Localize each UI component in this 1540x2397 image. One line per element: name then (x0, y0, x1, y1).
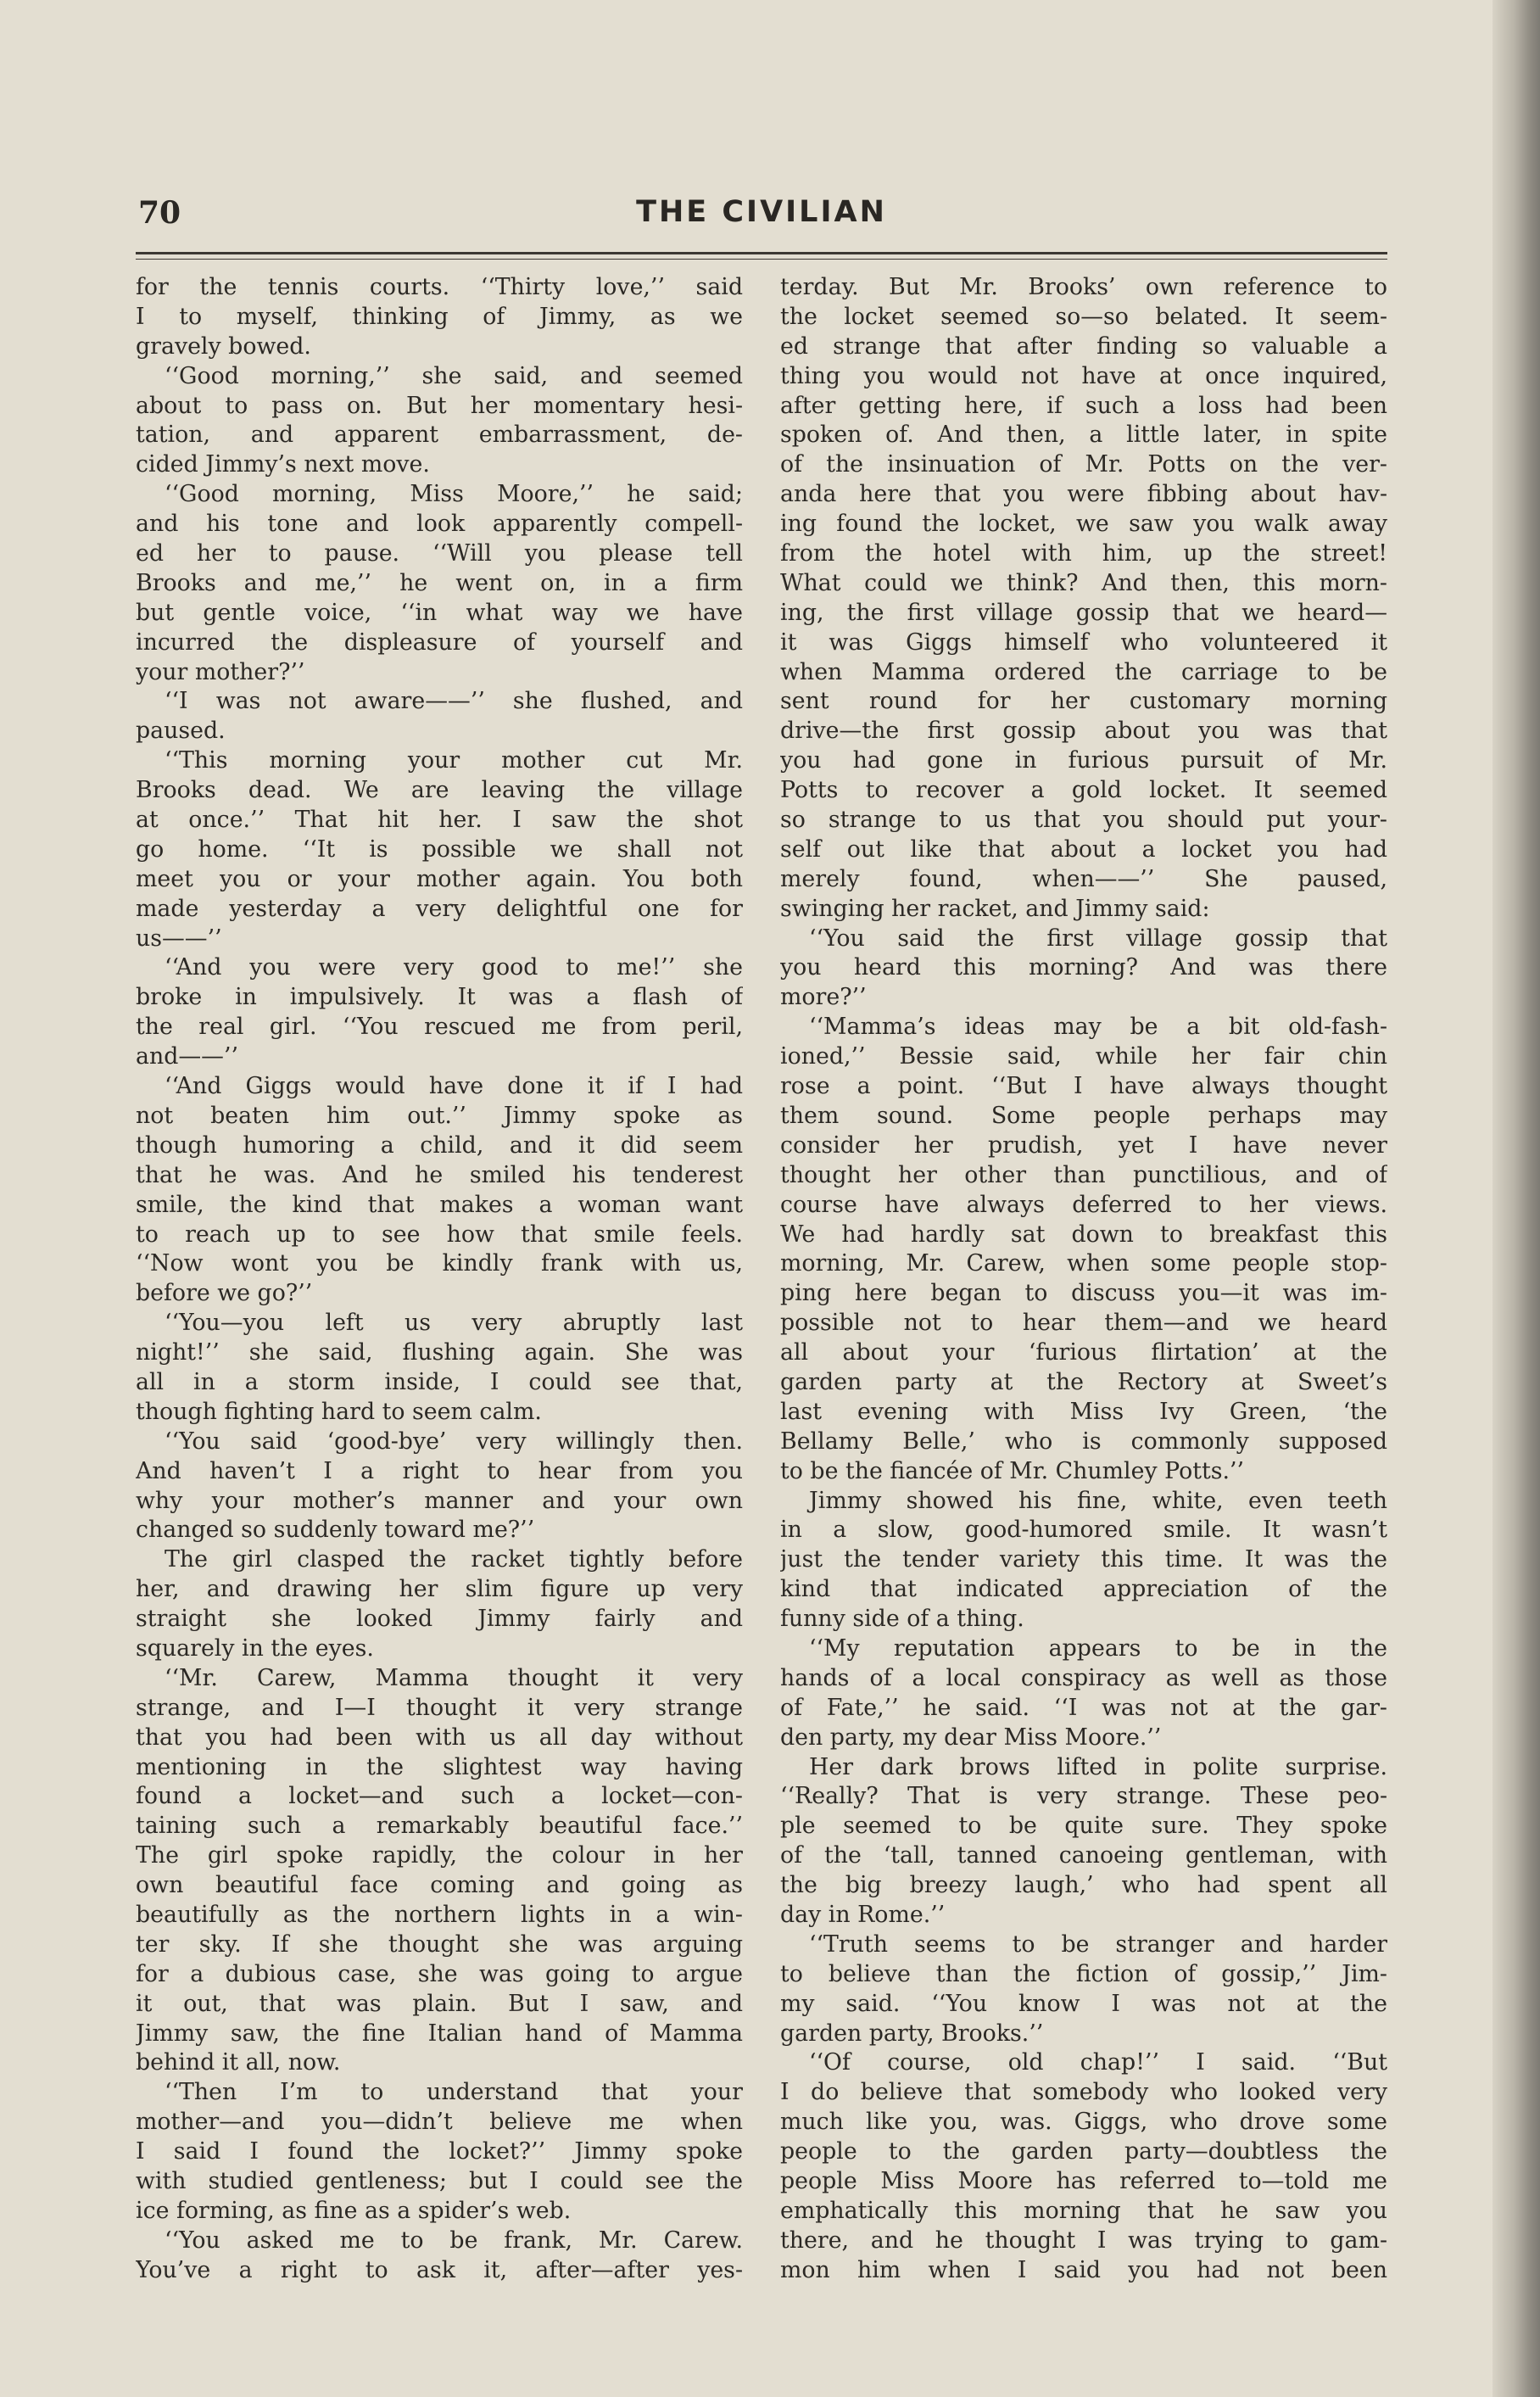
text-line: ‘‘Now wont you be kindly frank with us, (136, 1250, 743, 1277)
text-line: your mother?’’ (136, 658, 305, 685)
text-line: incurred the displeasure of yourself and (136, 629, 743, 656)
text-line: self out like that about a locket you had (780, 835, 1387, 863)
text-line: why your mother’s manner and your own (136, 1487, 743, 1514)
text-line: drive—the first gossip about you was that (780, 718, 1387, 745)
text-line: I said I found the locket?’’ Jimmy spoke (136, 2138, 743, 2165)
text-line: straight she looked Jimmy fairly and (136, 1606, 743, 1633)
text-line: behind it all, now. (136, 2049, 341, 2076)
header-rule (136, 252, 1387, 254)
text-line: ed strange that after finding so valuable a (780, 332, 1387, 360)
text-line: changed so suddenly toward me?’’ (136, 1517, 535, 1544)
text-line: Jimmy saw, the fine Italian hand of Mamma (136, 2020, 743, 2047)
text-line: the real girl. ‘‘You rescued me from peril, (136, 1014, 743, 1041)
text-line: The girl spoke rapidly, the colour in her (136, 1842, 743, 1869)
text-line: people Miss Moore has referred to—told me (780, 2168, 1387, 2194)
text-line: that you had been with us all day without (136, 1724, 743, 1751)
text-line: ed her to pause. ‘‘Will you please tell (136, 540, 743, 567)
text-line: anda here that you were fibbing about hav- (780, 481, 1387, 508)
text-line: ‘‘You said the first village gossip that (809, 925, 1387, 952)
text-line: all about your ‘furious flirtation’ at the (780, 1339, 1387, 1366)
text-line: ‘‘Good morning,’’ she said, and seemed (165, 362, 743, 389)
text-line: found a locket—and such a locket—con- (136, 1783, 743, 1810)
text-line: just the tender variety this time. It was the (780, 1546, 1387, 1573)
text-line: from the hotel with him, up the street! (780, 540, 1387, 567)
text-line: gravely bowed. (136, 332, 311, 360)
text-line: in a slow, good-humored smile. It wasn’t (780, 1517, 1387, 1544)
text-line: I to myself, thinking of Jimmy, as we (136, 303, 743, 330)
text-line: mentioning in the slightest way having (136, 1753, 743, 1780)
text-line: The girl clasped the racket tightly before (165, 1546, 743, 1573)
text-line: rose a point. ‘‘But I have always thought (780, 1073, 1387, 1100)
text-line: broke in impulsively. It was a flash of (136, 984, 743, 1011)
text-line: ice forming, as fine as a spider’s web. (136, 2197, 572, 2224)
text-line: squarely in the eyes. (136, 1634, 374, 1662)
text-line: merely found, when——’’ She paused, (780, 865, 1387, 892)
text-line: terday. But Mr. Brooks’ own reference to (780, 274, 1387, 300)
text-line: ‘‘Of course, old chap!’’ I said. ‘‘But (809, 2049, 1387, 2076)
text-line: paused. (136, 718, 226, 745)
text-line: last evening with Miss Ivy Green, ‘the (780, 1398, 1387, 1425)
text-line: mother—and you—didn’t believe me when (136, 2109, 743, 2136)
text-line: consider her prudish, yet I have never (780, 1131, 1387, 1159)
text-line: them sound. Some people perhaps may (780, 1102, 1387, 1129)
text-line: Potts to recover a gold locket. It seemed (780, 777, 1387, 804)
text-line: We had hardly sat down to breakfast this (780, 1221, 1387, 1248)
text-line: garden party, Brooks.’’ (780, 2020, 1044, 2047)
text-line: you heard this morning? And was there (780, 954, 1387, 981)
text-line: thing you would not have at once inquired, (780, 362, 1387, 389)
text-line: ioned,’’ Bessie said, while her fair chin (780, 1043, 1387, 1070)
text-line: tation, and apparent embarrassment, de- (136, 422, 743, 449)
text-line: Jimmy showed his fine, white, even teeth (809, 1487, 1387, 1514)
text-line: more?’’ (780, 984, 867, 1011)
text-line: hands of a local conspiracy as well as those (780, 1664, 1387, 1691)
text-line: night!’’ she said, flushing again. She was (136, 1339, 743, 1366)
text-line: made yesterday a very delightful one for (136, 895, 743, 922)
page-spine-shadow (1493, 0, 1540, 2397)
text-line: ing, the first village gossip that we heard— (780, 599, 1387, 626)
text-line: after getting here, if such a loss had been (780, 392, 1387, 419)
text-line: emphatically this morning that he saw you (780, 2197, 1387, 2224)
text-line: garden party at the Rectory at Sweet’s (780, 1368, 1387, 1395)
text-line: own beautiful face coming and going as (136, 1872, 743, 1899)
text-line: You’ve a right to ask it, after—after yes- (136, 2256, 743, 2283)
text-line: ‘‘This morning your mother cut Mr. (165, 747, 743, 774)
text-line: the big breezy laugh,’ who had spent all (780, 1872, 1387, 1899)
text-line: I do believe that somebody who looked very (780, 2079, 1387, 2106)
text-line: mon him when I said you had not been (780, 2256, 1387, 2283)
text-line: it was Giggs himself who volunteered it (780, 629, 1387, 656)
text-line: ‘‘Truth seems to be stranger and harder (809, 1930, 1387, 1958)
text-line: ‘‘You said ‘good-bye’ very willingly then. (165, 1428, 743, 1455)
text-column-right (780, 273, 1387, 2286)
text-line: ‘‘My reputation appears to be in the (809, 1634, 1387, 1662)
text-line: the locket seemed so—so belated. It seem- (780, 303, 1387, 330)
text-line: to believe than the fiction of gossip,’’ Jim- (780, 1960, 1387, 1987)
text-line: ‘‘And you were very good to me!’’ she (165, 954, 743, 981)
text-line: What could we think? And then, this morn- (780, 569, 1387, 596)
text-line: ‘‘And Giggs would have done it if I had (165, 1073, 743, 1100)
text-line: possible not to hear them—and we heard (780, 1310, 1387, 1337)
text-line: ple seemed to be quite sure. They spoke (780, 1813, 1387, 1840)
running-header (136, 192, 1387, 246)
text-line: for the tennis courts. ‘‘Thirty love,’’ said (136, 274, 743, 300)
text-line: of the insinuation of Mr. Potts on the ver- (780, 451, 1387, 478)
text-line: to be the fiancée of Mr. Chumley Potts.’’ (780, 1457, 1245, 1484)
journal-title: THE CIVILIAN (636, 195, 887, 229)
text-line: ‘‘Mamma’s ideas may be a bit old-fash- (809, 1014, 1387, 1041)
text-line: spoken of. And then, a little later, in spite (780, 422, 1387, 449)
text-line: and his tone and look apparently compell- (136, 511, 743, 538)
text-line: all in a storm inside, I could see that, (136, 1368, 743, 1395)
text-line: ‘‘I was not aware——’’ she flushed, and (165, 688, 743, 715)
text-line: strange, and I—I thought it very strange (136, 1694, 743, 1721)
text-line: before we go?’’ (136, 1280, 313, 1307)
text-line: taining such a remarkably beautiful face.’’ (136, 1813, 743, 1840)
text-line: my said. ‘‘You know I was not at the (780, 1990, 1387, 2017)
text-line: smile, the kind that makes a woman want (136, 1191, 743, 1218)
text-line: and——’’ (136, 1043, 239, 1070)
text-line: go home. ‘‘It is possible we shall not (136, 835, 743, 863)
text-line: den party, my dear Miss Moore.’’ (780, 1724, 1162, 1751)
text-line: thought her other than punctilious, and of (780, 1161, 1387, 1188)
text-line: at once.’’ That hit her. I saw the shot (136, 807, 743, 834)
text-line: so strange to us that you should put your- (780, 807, 1387, 834)
text-line: funny side of a thing. (780, 1606, 1024, 1633)
text-line: ‘‘You—you left us very abruptly last (165, 1310, 743, 1337)
text-line: ter sky. If she thought she was arguing (136, 1930, 743, 1958)
text-line: though humoring a child, and it did seem (136, 1131, 743, 1159)
text-line: kind that indicated appreciation of the (780, 1576, 1387, 1603)
text-line: of the ‘tall, tanned canoeing gentleman, with (780, 1842, 1387, 1869)
text-line: And haven’t I a right to hear from you (136, 1457, 743, 1484)
text-line: ‘‘Mr. Carew, Mamma thought it very (165, 1664, 743, 1691)
text-line: ing found the locket, we saw you walk away (780, 511, 1387, 538)
text-line: when Mamma ordered the carriage to be (780, 658, 1387, 685)
text-line: for a dubious case, she was going to argue (136, 1960, 743, 1987)
text-line: course have always deferred to her views. (780, 1191, 1387, 1218)
text-line: beautifully as the northern lights in a win- (136, 1901, 743, 1928)
text-line: about to pass on. But her momentary hesi- (136, 392, 743, 419)
text-line: ‘‘Good morning, Miss Moore,’’ he said; (165, 481, 743, 508)
text-line: ‘‘Then I’m to understand that your (165, 2079, 743, 2106)
text-line: her, and drawing her slim figure up very (136, 1576, 743, 1603)
text-line: sent round for her customary morning (780, 688, 1387, 715)
text-line: ‘‘You asked me to be frank, Mr. Carew. (165, 2227, 743, 2254)
text-line: but gentle voice, ‘‘in what way we have (136, 599, 743, 626)
text-line: meet you or your mother again. You both (136, 865, 743, 892)
text-line: morning, Mr. Carew, when some people stop- (780, 1250, 1387, 1277)
text-line: Her dark brows lifted in polite surprise. (809, 1753, 1387, 1780)
text-line: though fighting hard to seem calm. (136, 1398, 542, 1425)
text-line: much like you, was. Giggs, who drove some (780, 2109, 1387, 2136)
text-line: there, and he thought I was trying to gam- (780, 2227, 1387, 2254)
text-line: day in Rome.’’ (780, 1901, 946, 1928)
header-rule-thin (136, 259, 1387, 260)
text-line: people to the garden party—doubtless the (780, 2138, 1387, 2165)
text-line: cided Jimmy’s next move. (136, 451, 430, 478)
text-line: that he was. And he smiled his tenderest (136, 1161, 743, 1188)
text-line: not beaten him out.’’ Jimmy spoke as (136, 1102, 743, 1129)
page-number: 70 (138, 195, 181, 231)
text-line: us——’’ (136, 925, 222, 952)
text-column-left (136, 273, 743, 2286)
text-line: you had gone in furious pursuit of Mr. (780, 747, 1387, 774)
text-line: ping here began to discuss you—it was im- (780, 1280, 1387, 1307)
text-line: Bellamy Belle,’ who is commonly supposed (780, 1428, 1387, 1455)
text-line: swinging her racket, and Jimmy said: (780, 895, 1210, 922)
text-line: to reach up to see how that smile feels. (136, 1221, 743, 1248)
text-line: of Fate,’’ he said. ‘‘I was not at the gar- (780, 1694, 1387, 1721)
text-line: Brooks and me,’’ he went on, in a firm (136, 569, 743, 596)
text-line: ‘‘Really? That is very strange. These peo- (780, 1783, 1387, 1810)
text-line: it out, that was plain. But I saw, and (136, 1990, 743, 2017)
text-line: with studied gentleness; but I could see the (136, 2168, 743, 2194)
text-line: Brooks dead. We are leaving the village (136, 777, 743, 804)
